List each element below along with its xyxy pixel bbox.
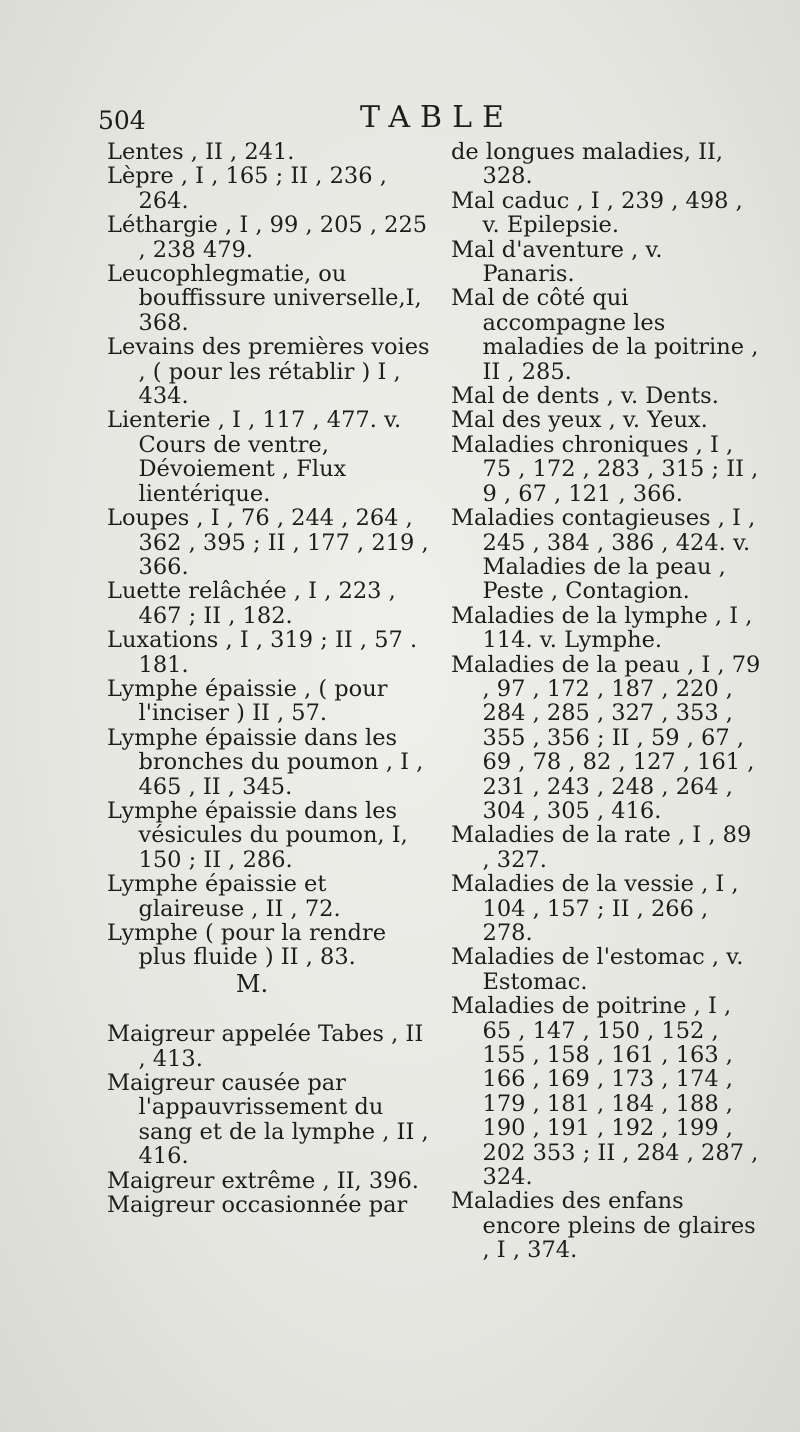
index-entry: Lentes , II , 241. [107, 139, 295, 165]
index-entry: Lymphe épaissie et glaireuse , II , 72. [107, 871, 341, 922]
index-entry: Levains des premières voies , ( pour les rétablir ) I , 434. [107, 334, 430, 410]
left-column [107, 140, 437, 1217]
index-entry: Maigreur causée par l'appauvrissement du sang et de la lymphe , II , 416. [107, 1070, 429, 1170]
index-entry: Lèpre , I , 165 ; II , 236 , 264. [107, 163, 387, 214]
index-entry: Maigreur appelée Tabes , II , 413. [107, 1021, 424, 1072]
index-entry: Mal de côté qui accompagne les maladies de la poitrine , II , 285. [451, 285, 759, 385]
index-entry: Lymphe épaissie dans les bronches du poumon , I , 465 , II , 345. [107, 724, 424, 800]
index-entry: Maladies chroniques , I , 75 , 172 , 283 , 315 ; II , 9 , 67 , 121 , 366. [451, 431, 759, 507]
index-entry: Maladies de poitrine , I , 65 , 147 , 150 , 152 , 155 , 158 , 161 , 163 , 166 , 169 , 173 , 174 , 179 , 181 , 184 , 188 , 190 , 191 , 192 , 199 , 202 353 ; II , 284 , 287 , 324. [451, 993, 759, 1191]
index-entries-right [451, 140, 761, 1263]
index-entry: Maladies de la vessie , I , 104 , 157 ; II , 266 , 278. [451, 871, 739, 946]
page-header [98, 100, 758, 140]
index-entry: Mal de dents , v. Dents. [451, 383, 719, 410]
index-entry: de longues maladies, II, 328. [451, 139, 724, 190]
index-entry: Maladies de la peau , I , 79 , 97 , 172 , 187 , 220 , 284 , 285 , 327 , 353 , 355 , 356 ; II , 59 , 67 , 69 , 78 , 82 , 127 , 161 , 231 , 243 , 248 , 264 , 304 , 305 , 416. [451, 651, 761, 824]
index-entry: Mal caduc , I , 239 , 498 , v. Epilepsie. [451, 187, 743, 239]
index-entry: Lienterie , I , 117 , 477. v. Cours de ventre, Dévoiement , Flux lientérique. [107, 407, 402, 507]
index-entry: Lymphe épaissie dans les vésicules du poumon, I, 150 ; II , 286. [107, 797, 408, 873]
index-entries-m [107, 1022, 437, 1217]
index-entry: Maladies des enfans encore pleins de glaires , I , 374. [451, 1188, 756, 1264]
index-entry: Luette relâchée , I , 223 , 467 ; II , 182. [107, 578, 396, 629]
index-entry: Maladies contagieuses , I , 245 , 384 , 386 , 424. v. Maladies de la peau , Peste , Contagion. [451, 505, 756, 605]
index-entry: Léthargie , I , 99 , 205 , 225 , 238 479. [107, 212, 428, 263]
index-entry: Maigreur occasionnée par [107, 1192, 408, 1219]
right-column [451, 140, 761, 1263]
index-entry: Leucophlegmatie, ou bouffissure universelle,I, 368. [107, 261, 422, 336]
section-letter: M. [235, 969, 269, 998]
index-entry: Maladies de l'estomac , v. Estomac. [451, 944, 744, 995]
index-entry: Maladies de la rate , I , 89 , 327. [451, 822, 752, 873]
index-entry: Maigreur extrême , II, 396. [107, 1167, 419, 1194]
index-entries-l [107, 140, 437, 970]
running-title: TABLE [360, 100, 514, 135]
index-entry: Maladies de la lymphe , I , 114. v. Lymphe. [451, 602, 753, 654]
page-number: 504 [98, 106, 146, 135]
index-entry: Lymphe ( pour la rendre plus fluide ) II , 83. [107, 920, 387, 971]
index-entry: Loupes , I , 76 , 244 , 264 , 362 , 395 ; II , 177 , 219 , 366. [107, 505, 429, 580]
index-entry: Lymphe épaissie , ( pour l'inciser ) II , 57. [107, 675, 388, 727]
index-entry: Mal des yeux , v. Yeux. [451, 407, 708, 434]
index-entry: Mal d'aventure , v. Panaris. [451, 236, 663, 288]
index-entry: Luxations , I , 319 ; II , 57 . 181. [107, 627, 418, 678]
